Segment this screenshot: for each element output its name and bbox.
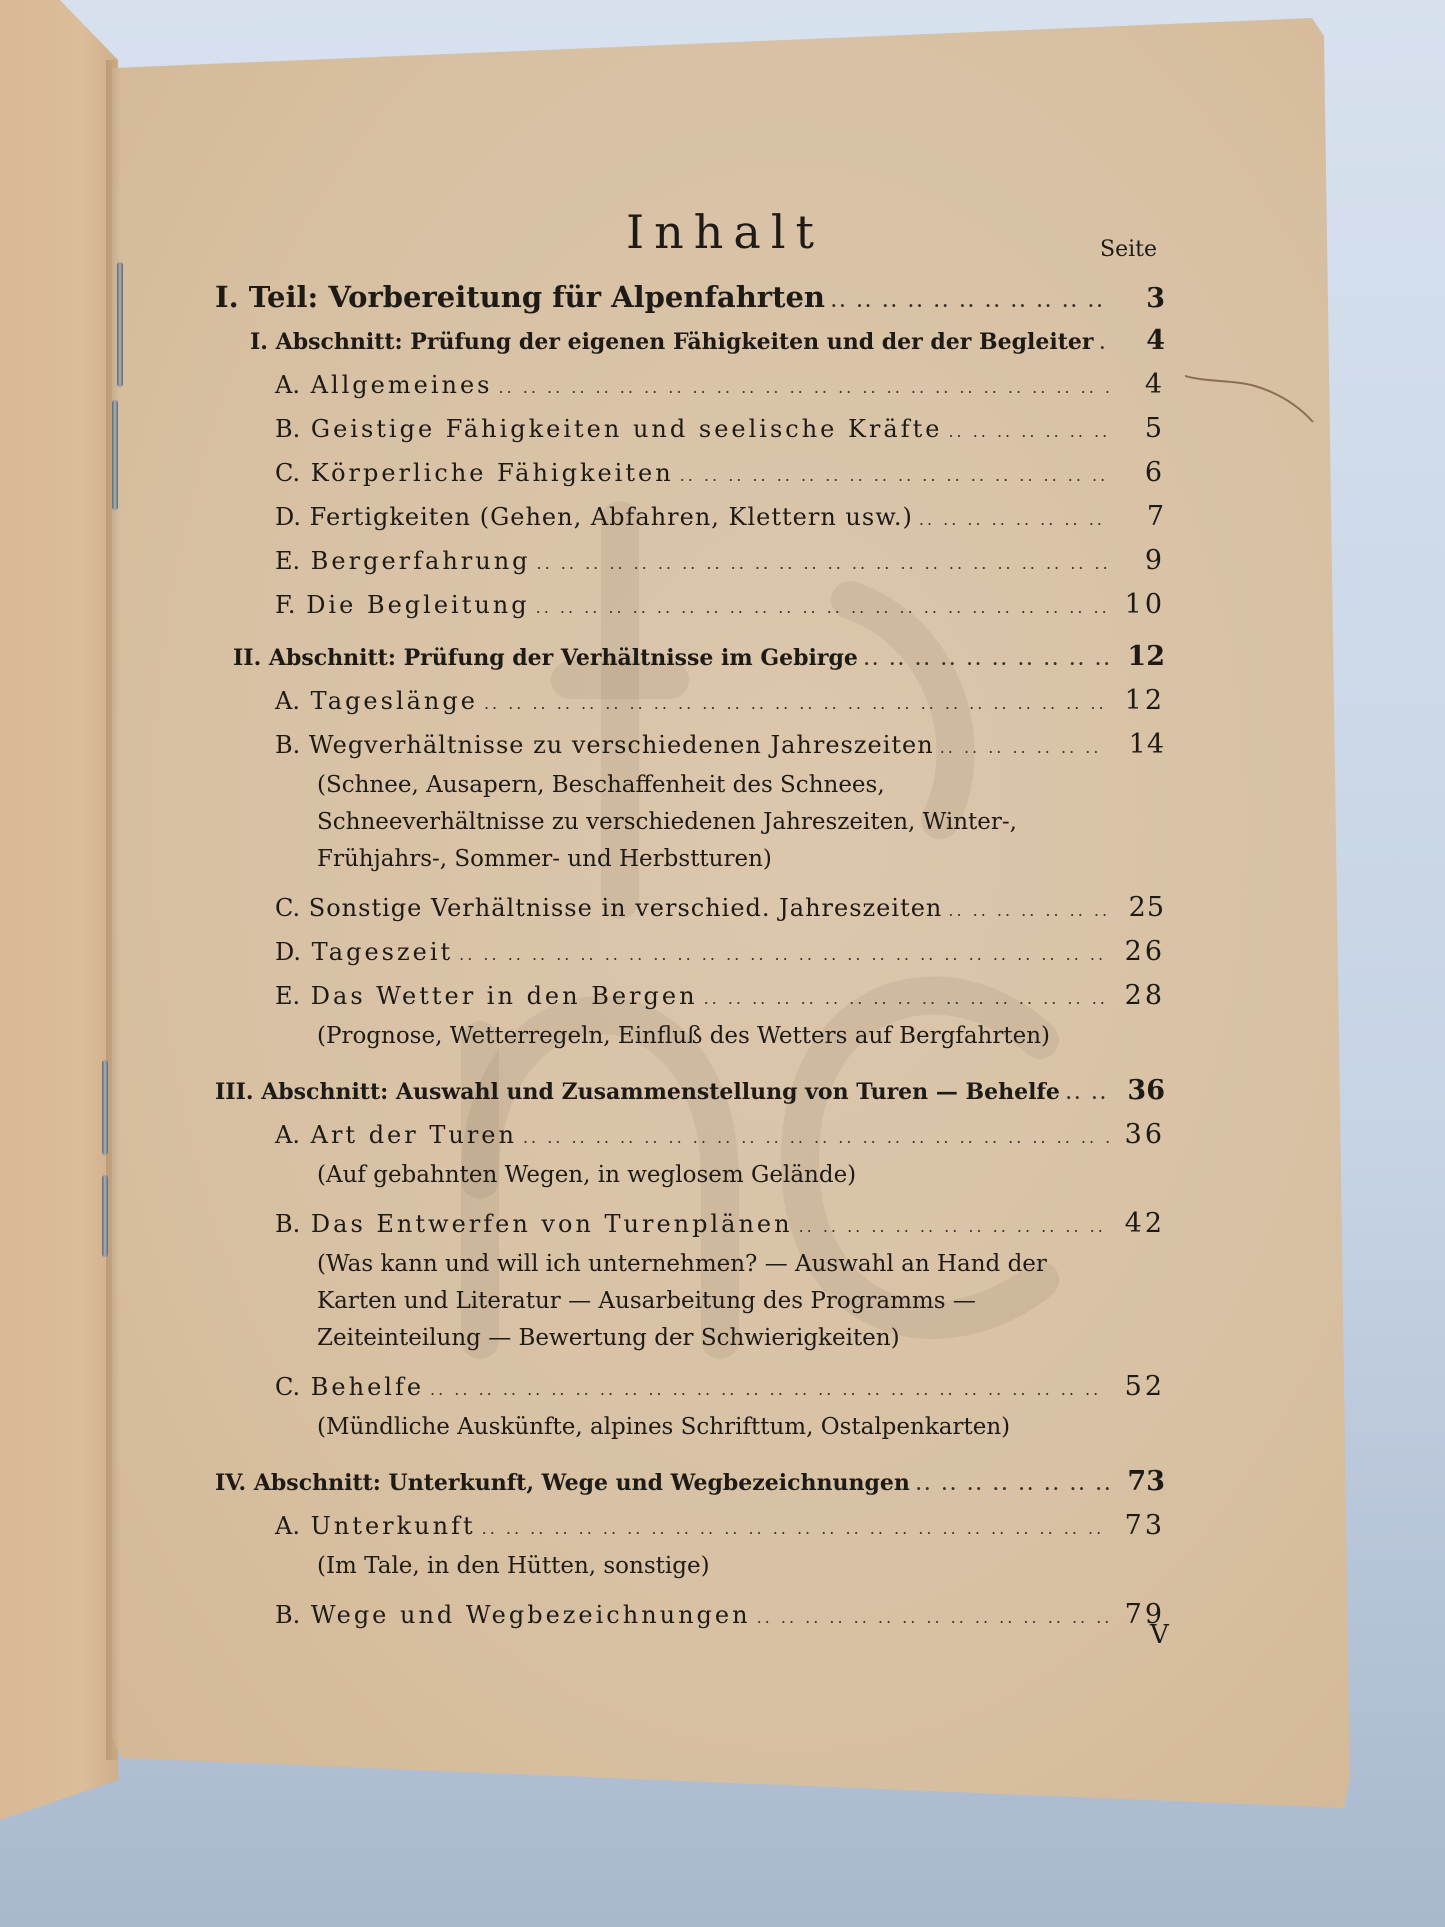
page-title: Inhalt: [625, 205, 825, 259]
page-number: 42: [1124, 1208, 1165, 1239]
page-number: 5: [1144, 413, 1165, 444]
dot-leader: [919, 498, 1109, 542]
toc-entry-subsection[interactable]: E. Das Wetter in den Bergen .. .. 28: [215, 974, 1165, 1018]
toc-entry-section[interactable]: III. Abschnitt: Auswahl und Zusammenstellung von Turen — Behelfe .. .. 36: [215, 1069, 1165, 1113]
toc-entry-subsection[interactable]: C. Behelfe .. .. 52: [215, 1365, 1165, 1409]
toc-entry-subsection[interactable]: A. Unterkunft .. .. 73: [215, 1504, 1165, 1548]
dot-leader: [459, 933, 1109, 977]
page-number: 79: [1124, 1599, 1165, 1630]
dot-leader: [1066, 1072, 1109, 1116]
page-number: 12: [1124, 685, 1165, 716]
page-number: 73: [1127, 1466, 1165, 1497]
page-folio: V: [1150, 1620, 1169, 1650]
dot-leader: [864, 638, 1109, 682]
page-number: 12: [1127, 641, 1165, 672]
dot-leader: [680, 454, 1109, 498]
dot-leader: [831, 280, 1109, 324]
page-number: 25: [1128, 892, 1165, 923]
toc-entry-subsection[interactable]: F. Die Begleitung .. .. 10: [215, 583, 1165, 627]
toc-entry-subsection[interactable]: C. Körperliche Fähigkeiten .. .. 6: [215, 451, 1165, 495]
page-number: 6: [1144, 457, 1165, 488]
page-number: 36: [1127, 1075, 1165, 1106]
page-column-label: Seite: [1100, 237, 1157, 262]
page-number: 73: [1124, 1510, 1165, 1541]
dot-leader: [940, 726, 1109, 770]
dot-leader: [948, 889, 1109, 933]
toc-entry-subsection[interactable]: D. Tageszeit .. .. 26: [215, 930, 1165, 974]
page-number: 26: [1124, 936, 1165, 967]
toc-entry-note: (Im Tale, in den Hütten, sonstige): [317, 1553, 710, 1579]
dot-leader: [537, 542, 1109, 586]
dot-leader: [523, 1116, 1109, 1160]
toc-entry-note: (Mündliche Auskünfte, alpines Schrifttum, Ostalpenkarten): [317, 1414, 1011, 1440]
toc-entry-section[interactable]: I. Abschnitt: Prüfung der eigenen Fähigkeiten und der der Begleiter .. .. 4: [215, 319, 1165, 363]
toc-entry-subsection[interactable]: A. Art der Turen .. .. 36: [215, 1113, 1165, 1157]
page-number: 14: [1128, 729, 1165, 760]
binding-staple-icon: [112, 400, 118, 510]
toc-entry-note: (Was kann und will ich unternehmen? — Auswahl an Hand der Karten und Literatur — Ausarbeitung des Programms — Zeiteinteilung — Bewertung der Schwierigkeiten): [317, 1251, 1047, 1351]
toc-entry-subsection[interactable]: E. Bergerfahrung .. .. 9: [215, 539, 1165, 583]
page-number: 4: [1144, 369, 1165, 400]
dot-leader: [799, 1205, 1109, 1249]
toc-entry-subsection[interactable]: B. Wege und Wegbezeichnungen .. .. 79: [215, 1593, 1165, 1637]
dot-leader: [948, 410, 1109, 454]
dot-leader: [430, 1368, 1109, 1412]
page-number: 9: [1144, 545, 1165, 576]
page-number: 4: [1146, 325, 1165, 356]
dot-leader: [757, 1596, 1109, 1640]
dot-leader: [482, 1507, 1109, 1551]
dot-leader: [1100, 322, 1110, 366]
dot-leader: [704, 977, 1109, 1021]
toc-entry-subsection[interactable]: B. Das Entwerfen von Turenplänen .. .. 42: [215, 1202, 1165, 1246]
toc-entry-note: (Auf gebahnten Wegen, in weglosem Gelände): [317, 1162, 857, 1188]
binding-staple-icon: [102, 1175, 108, 1257]
toc-entry-subsection[interactable]: A. Tageslänge .. .. 12: [215, 679, 1165, 723]
binding-staple-icon: [117, 262, 123, 387]
dot-leader: [536, 586, 1109, 630]
binding-staple-icon: [102, 1060, 108, 1155]
toc-entry-subsection[interactable]: B. Wegverhältnisse zu verschiedenen Jahreszeiten .. .. 14: [215, 723, 1165, 767]
toc-entries: [215, 275, 1165, 1637]
page-number: 3: [1146, 283, 1165, 314]
page-number: 52: [1124, 1371, 1165, 1402]
page-number: 28: [1124, 980, 1165, 1011]
toc-entry-subsection[interactable]: A. Allgemeines .. .. 4: [215, 363, 1165, 407]
toc-entry-subsection[interactable]: C. Sonstige Verhältnisse in verschied. Jahreszeiten .. .. 25: [215, 886, 1165, 930]
paper-crease-icon: [1185, 372, 1335, 432]
toc-entry-part-1[interactable]: I. Teil: Vorbereitung für Alpenfahrten .. .. 3: [215, 275, 1165, 319]
toc-entry-section[interactable]: IV. Abschnitt: Unterkunft, Wege und Wegbezeichnungen .. .. 73: [215, 1460, 1165, 1504]
page-number: 36: [1124, 1119, 1165, 1150]
page-number: 10: [1124, 589, 1165, 620]
page-number: 7: [1146, 501, 1165, 532]
toc-entry-note: (Schnee, Ausapern, Beschaffenheit des Schnees, Schneeverhältnisse zu verschiedenen Jahreszeiten, Winter-, Frühjahrs-, Sommer- und Herbstturen): [317, 772, 1017, 872]
toc-entry-note: (Prognose, Wetterregeln, Einfluß des Wetters auf Bergfahrten): [317, 1023, 1050, 1049]
toc-entry-subsection[interactable]: D. Fertigkeiten (Gehen, Abfahren, Klettern usw.) .. .. 7: [215, 495, 1165, 539]
dot-leader: [498, 366, 1109, 410]
facing-page-left: [0, 0, 118, 1820]
dot-leader: [484, 682, 1109, 726]
toc-entry-section[interactable]: II. Abschnitt: Prüfung der Verhältnisse im Gebirge .. .. 12: [215, 635, 1165, 679]
toc-entry-subsection[interactable]: B. Geistige Fähigkeiten und seelische Kräfte .. .. 5: [215, 407, 1165, 451]
dot-leader: [916, 1463, 1109, 1507]
